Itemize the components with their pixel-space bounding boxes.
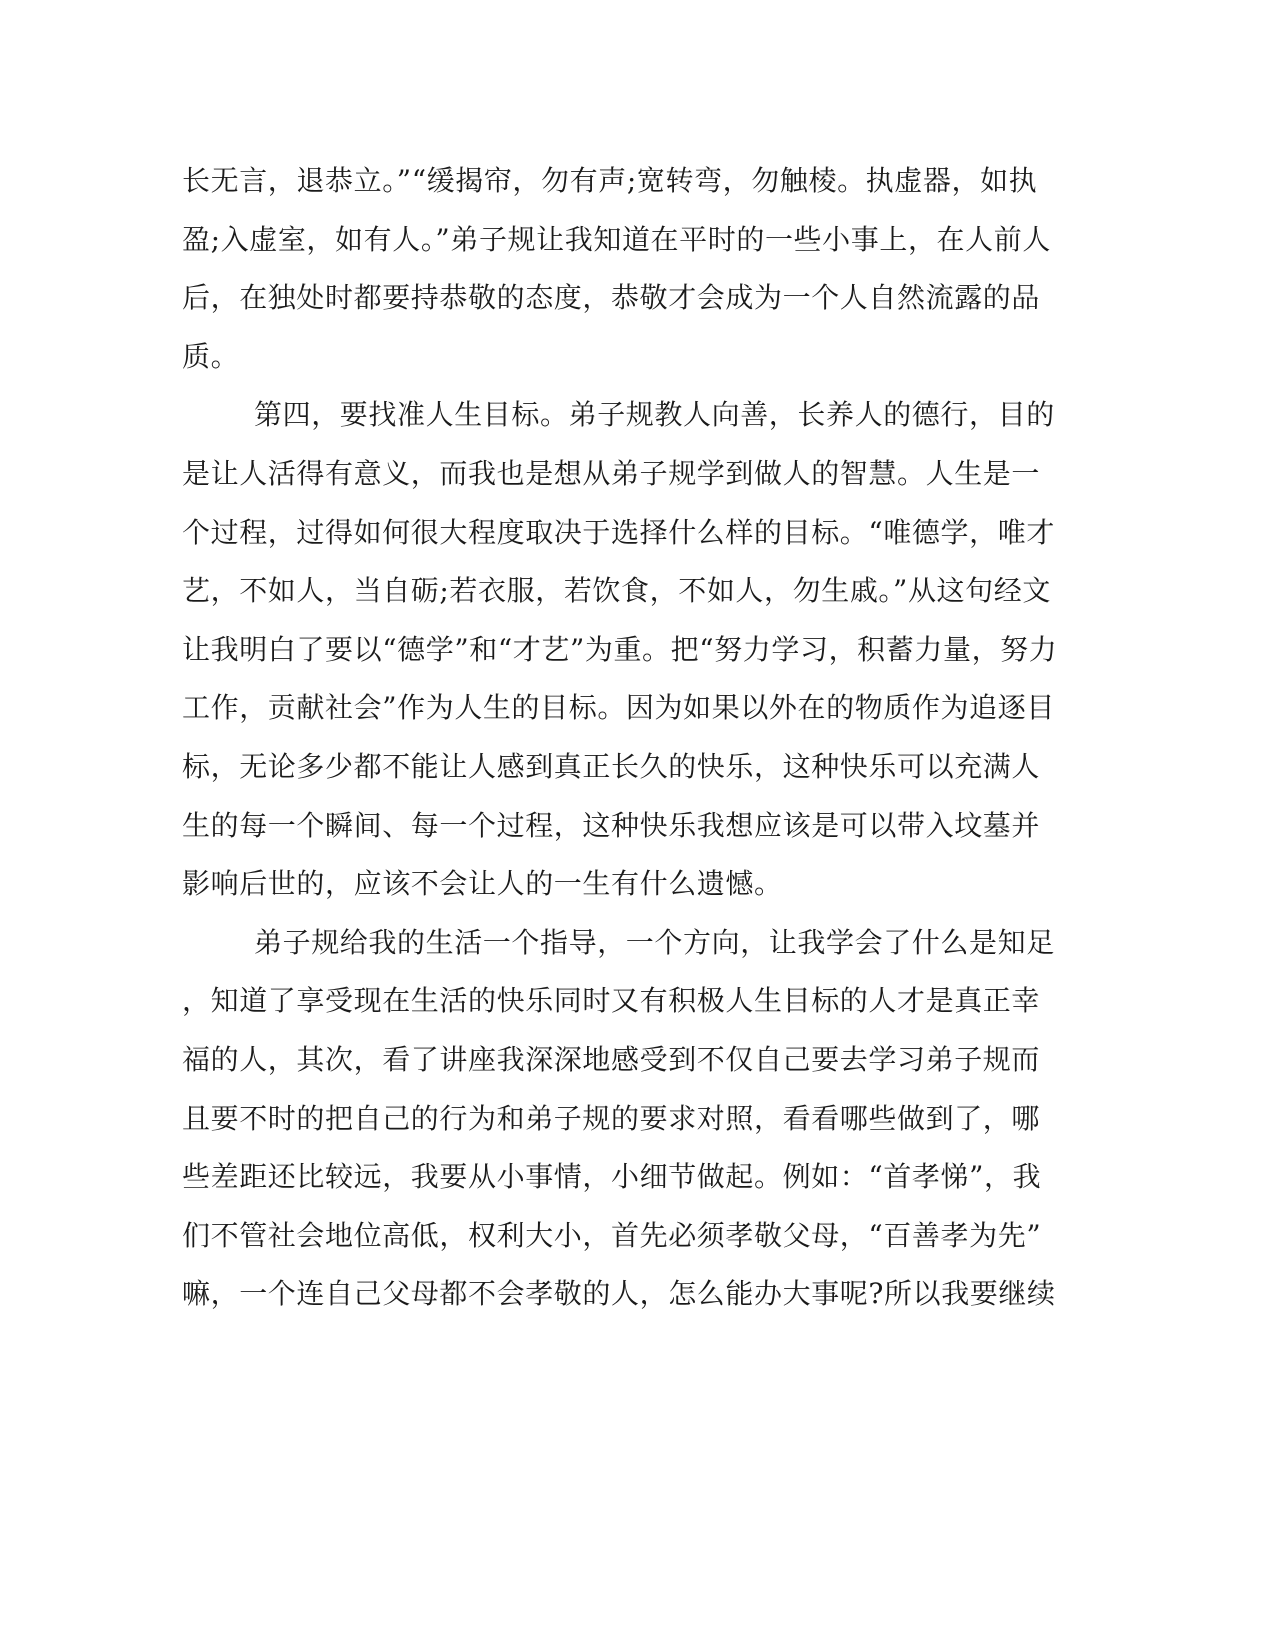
paragraph-3 [182,914,1062,1324]
text-line: 嘛，一个连自己父母都不会孝敬的人，怎么能办大事呢?所以我要继续 [182,1277,1056,1311]
document-body [182,152,1062,1324]
text-line: 些差距还比较远，我要从小事情，小细节做起。例如：“首孝悌”，我 [182,1160,1042,1194]
text-line: 标，无论多少都不能让人感到真正长久的快乐，这种快乐可以充满人 [182,749,1041,783]
text-line: 生的每一个瞬间、每一个过程，这种快乐我想应该是可以带入坟墓并 [182,808,1041,842]
text-line: 让我明白了要以“德学”和“才艺”为重。把“努力学习，积蓄力量，努力 [182,632,1058,666]
text-line: 是让人活得有意义，而我也是想从弟子规学到做人的智慧。人生是一 [182,456,1041,490]
text-line: 福的人，其次，看了讲座我深深地感受到不仅自己要去学习弟子规而 [182,1042,1041,1076]
text-line: 且要不时的把自己的行为和弟子规的要求对照，看看哪些做到了，哪 [182,1101,1041,1135]
text-line: 长无言，退恭立。”“缓揭帘，勿有声;宽转弯，勿触棱。执虚器，如执 [182,164,1038,197]
text-line: 质。 [182,339,240,373]
paragraph-2 [182,386,1062,913]
text-line: ，知道了享受现在生活的快乐同时又有积极人生目标的人才是真正幸 [182,984,1041,1018]
text-line: 个过程，过得如何很大程度取决于选择什么样的目标。“唯德学，唯才 [182,515,1055,549]
text-line: 影响后世的，应该不会让人的一生有什么遗憾。 [182,867,783,901]
text-line: 艺，不如人，当自砺;若衣服，若饮食，不如人，勿生戚。”从这句经文 [182,574,1051,608]
text-line: 弟子规给我的生活一个指导，一个方向，让我学会了什么是知足 [254,925,1055,959]
text-line: 们不管社会地位高低，权利大小，首先必须孝敬父母，“百善孝为先” [182,1218,1042,1252]
text-line: 盈;入虚室，如有人。”弟子规让我知道在平时的一些小事上，在人前人 [182,222,1051,256]
text-line: 第四，要找准人生目标。弟子规教人向善，长养人的德行，目的 [254,398,1055,432]
text-line: 工作，贡献社会”作为人生的目标。因为如果以外在的物质作为追逐目 [182,691,1055,725]
paragraph-1 [182,152,1062,386]
text-line: 后，在独处时都要持恭敬的态度，恭敬才会成为一个人自然流露的品 [182,281,1041,315]
